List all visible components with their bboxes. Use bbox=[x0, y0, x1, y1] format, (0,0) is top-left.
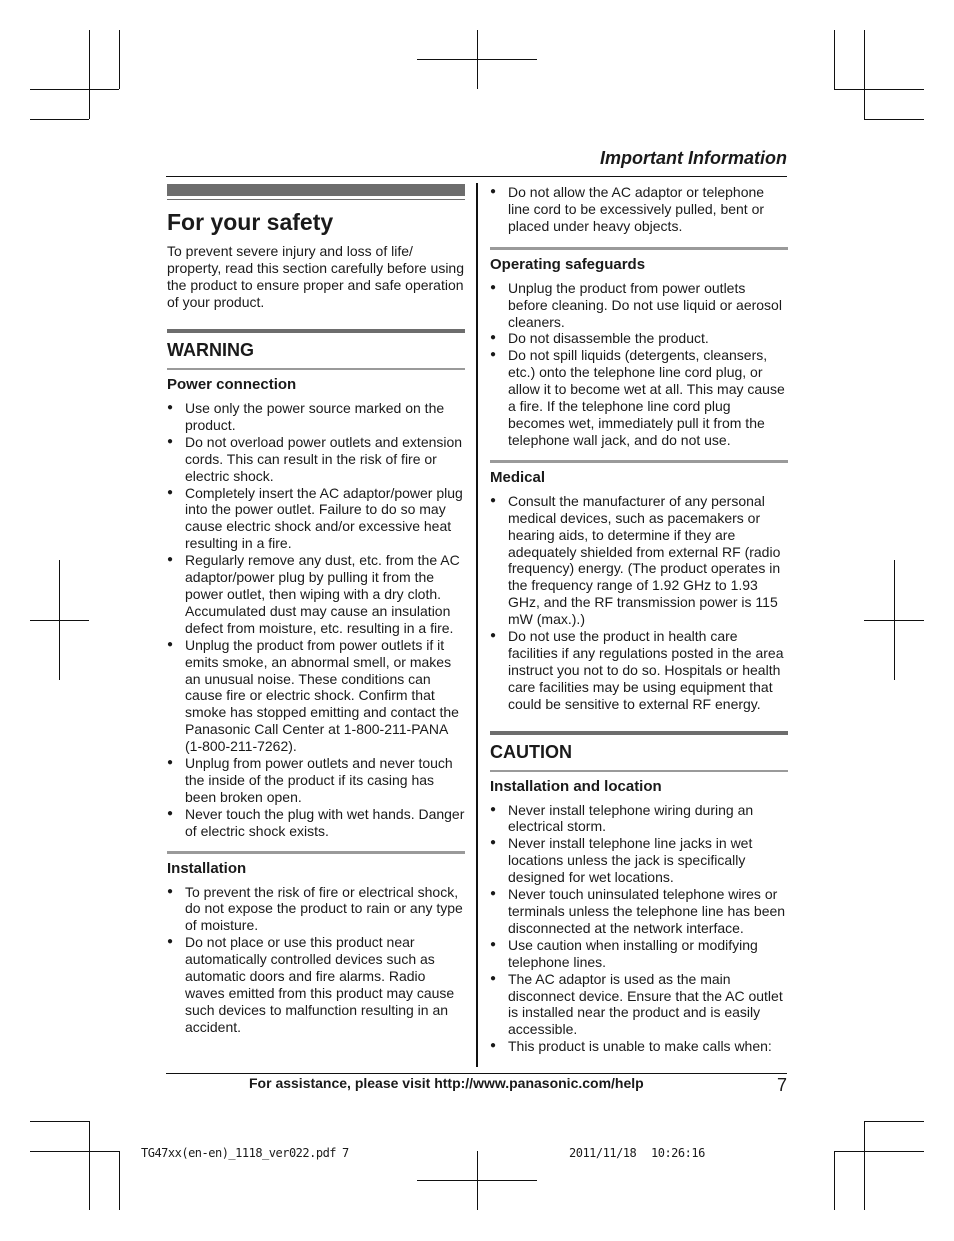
registration-mark bbox=[30, 620, 89, 621]
footer-rule bbox=[166, 1073, 787, 1074]
subsection-rule bbox=[490, 247, 788, 250]
list-item: ● Never install telephone wiring during an electrical storm. bbox=[490, 802, 788, 836]
section-bar bbox=[490, 731, 788, 735]
crop-mark bbox=[864, 119, 924, 120]
page-title: For your safety bbox=[167, 209, 334, 235]
list-item: ● Never install telephone line jacks in wet locations unless the jack is specifically designed for wet locations. bbox=[490, 835, 788, 886]
assistance-text: For assistance, please visit http://www.panasonic.com/help bbox=[249, 1075, 644, 1091]
column-divider bbox=[476, 183, 478, 1067]
list-item: ● Regularly remove any dust, etc. from the AC adaptor/power plug by pulling it from the power outlet, then wiping with a dry cloth. Accumulated dust may cause an insulation defect from moisture, etc. resulting in a fire. bbox=[167, 552, 465, 637]
installation-location-list bbox=[490, 802, 788, 1056]
crop-mark bbox=[89, 30, 90, 119]
title-bar-rule bbox=[167, 199, 465, 200]
list-item: ● Do not spill liquids (detergents, cleansers, etc.) onto the telephone line cord plug, or allow it to become wet at all. This may cause a fire. If the telephone line cord plug becomes wet, immediately pull it from the telephone wall jack, and do not use. bbox=[490, 347, 788, 448]
intro-paragraph: To prevent severe injury and loss of life/ property, read this section carefully before using the product to ensure proper and safe operation of your product. bbox=[167, 243, 465, 310]
list-item: ● The AC adaptor is used as the main disconnect device. Ensure that the AC outlet is installed near the product and is easily accessible. bbox=[490, 971, 788, 1039]
header-rule bbox=[166, 176, 787, 177]
list-item: ● Unplug the product from power outlets if it emits smoke, an abnormal smell, or makes an unusual noise. These conditions can cause fire or electric shock. Confirm that smoke has stopped emitting and contact the Panasonic Call Center at 1-800-211-PANA (1-800-211-7262). bbox=[167, 637, 465, 755]
crop-mark bbox=[119, 30, 120, 89]
list-item: ● This product is unable to make calls when: bbox=[490, 1038, 788, 1055]
list-item: ● Never touch uninsulated telephone wires or terminals unless the telephone line has been disconnected at the network interface. bbox=[490, 886, 788, 937]
medical-heading: Medical bbox=[490, 468, 546, 486]
print-page-number: 7 bbox=[342, 1146, 349, 1160]
print-time: 10:26:16 bbox=[651, 1146, 705, 1160]
list-item: ● Never touch the plug with wet hands. Danger of electric shock exists. bbox=[167, 806, 465, 840]
section-bar bbox=[167, 329, 465, 333]
print-file-name: TG47xx(en-en)_1118_ver022.pdf bbox=[141, 1146, 337, 1160]
warning-heading: WARNING bbox=[167, 340, 254, 360]
crop-mark bbox=[864, 1121, 924, 1122]
operating-safeguards-heading: Operating safeguards bbox=[490, 255, 646, 273]
installation-heading: Installation bbox=[167, 859, 247, 877]
list-item: ● Use only the power source marked on the product. bbox=[167, 400, 465, 434]
list-item: ● Do not place or use this product near automatically controlled devices such as automatic doors and fire alarms. Radio waves emitted from this product may cause such devices to malfunction resulting in an accident. bbox=[167, 934, 465, 1035]
section-rule bbox=[167, 368, 465, 370]
installation-location-heading: Installation and location bbox=[490, 777, 662, 795]
registration-mark bbox=[417, 1180, 537, 1181]
title-bar bbox=[167, 184, 465, 196]
section-rule bbox=[490, 770, 788, 772]
list-item: ● Use caution when installing or modifying telephone lines. bbox=[490, 937, 788, 971]
page-number: 7 bbox=[776, 1075, 787, 1095]
list-item: ● Unplug from power outlets and never touch the inside of the product if its casing has been broken open. bbox=[167, 755, 465, 806]
crop-mark bbox=[864, 1121, 865, 1210]
subsection-rule bbox=[167, 851, 465, 854]
section-header-title: Important Information bbox=[600, 148, 787, 168]
crop-mark bbox=[834, 1151, 835, 1210]
medical-list bbox=[490, 493, 788, 713]
crop-mark bbox=[30, 119, 89, 120]
crop-mark bbox=[834, 1151, 924, 1152]
registration-mark bbox=[864, 620, 924, 621]
crop-mark bbox=[30, 89, 119, 90]
installation-continued-list bbox=[490, 184, 788, 235]
list-item: ● Do not disassemble the product. bbox=[490, 330, 788, 347]
crop-mark bbox=[89, 1121, 90, 1210]
operating-safeguards-list bbox=[490, 280, 788, 449]
installation-list bbox=[167, 884, 465, 1036]
list-item: ● Do not overload power outlets and extension cords. This can result in the risk of fire or electric shock. bbox=[167, 434, 465, 485]
registration-mark bbox=[417, 59, 537, 60]
right-column bbox=[490, 184, 788, 1055]
subsection-rule bbox=[490, 460, 788, 463]
crop-mark bbox=[30, 1121, 89, 1122]
power-connection-heading: Power connection bbox=[167, 376, 297, 393]
list-item: ● Unplug the product from power outlets before cleaning. Do not use liquid or aerosol cleaners. bbox=[490, 280, 788, 331]
list-item: ● Consult the manufacturer of any personal medical devices, such as pacemakers or hearing aids, to determine if they are adequately shielded from external RF (radio frequency) energy. (The product operates in the frequency range of 1.92 GHz to 1.93 GHz, and the RF transmission power is 115 mW (max.).) bbox=[490, 493, 788, 628]
power-connection-list bbox=[167, 400, 465, 840]
list-item: ● To prevent the risk of fire or electrical shock, do not expose the product to rain or any type of moisture. bbox=[167, 884, 465, 935]
list-item: ● Completely insert the AC adaptor/power plug into the power outlet. Failure to do so may cause electric shock and/or excessive heat resulting in a fire. bbox=[167, 485, 465, 553]
crop-mark bbox=[834, 89, 924, 90]
print-date: 2011/11/18 bbox=[569, 1146, 637, 1160]
crop-mark bbox=[834, 30, 835, 89]
crop-mark bbox=[864, 30, 865, 119]
caution-heading: CAUTION bbox=[490, 741, 572, 762]
left-column bbox=[167, 184, 465, 1036]
crop-mark bbox=[30, 1151, 119, 1152]
list-item: ● Do not allow the AC adaptor or telephone line cord to be excessively pulled, bent or placed under heavy objects. bbox=[490, 184, 788, 235]
list-item: ● Do not use the product in health care facilities if any regulations posted in the area instruct you not to do so. Hospitals or health care facilities may be using equipment that could be sensitive to external RF energy. bbox=[490, 628, 788, 713]
crop-mark bbox=[119, 1151, 120, 1210]
